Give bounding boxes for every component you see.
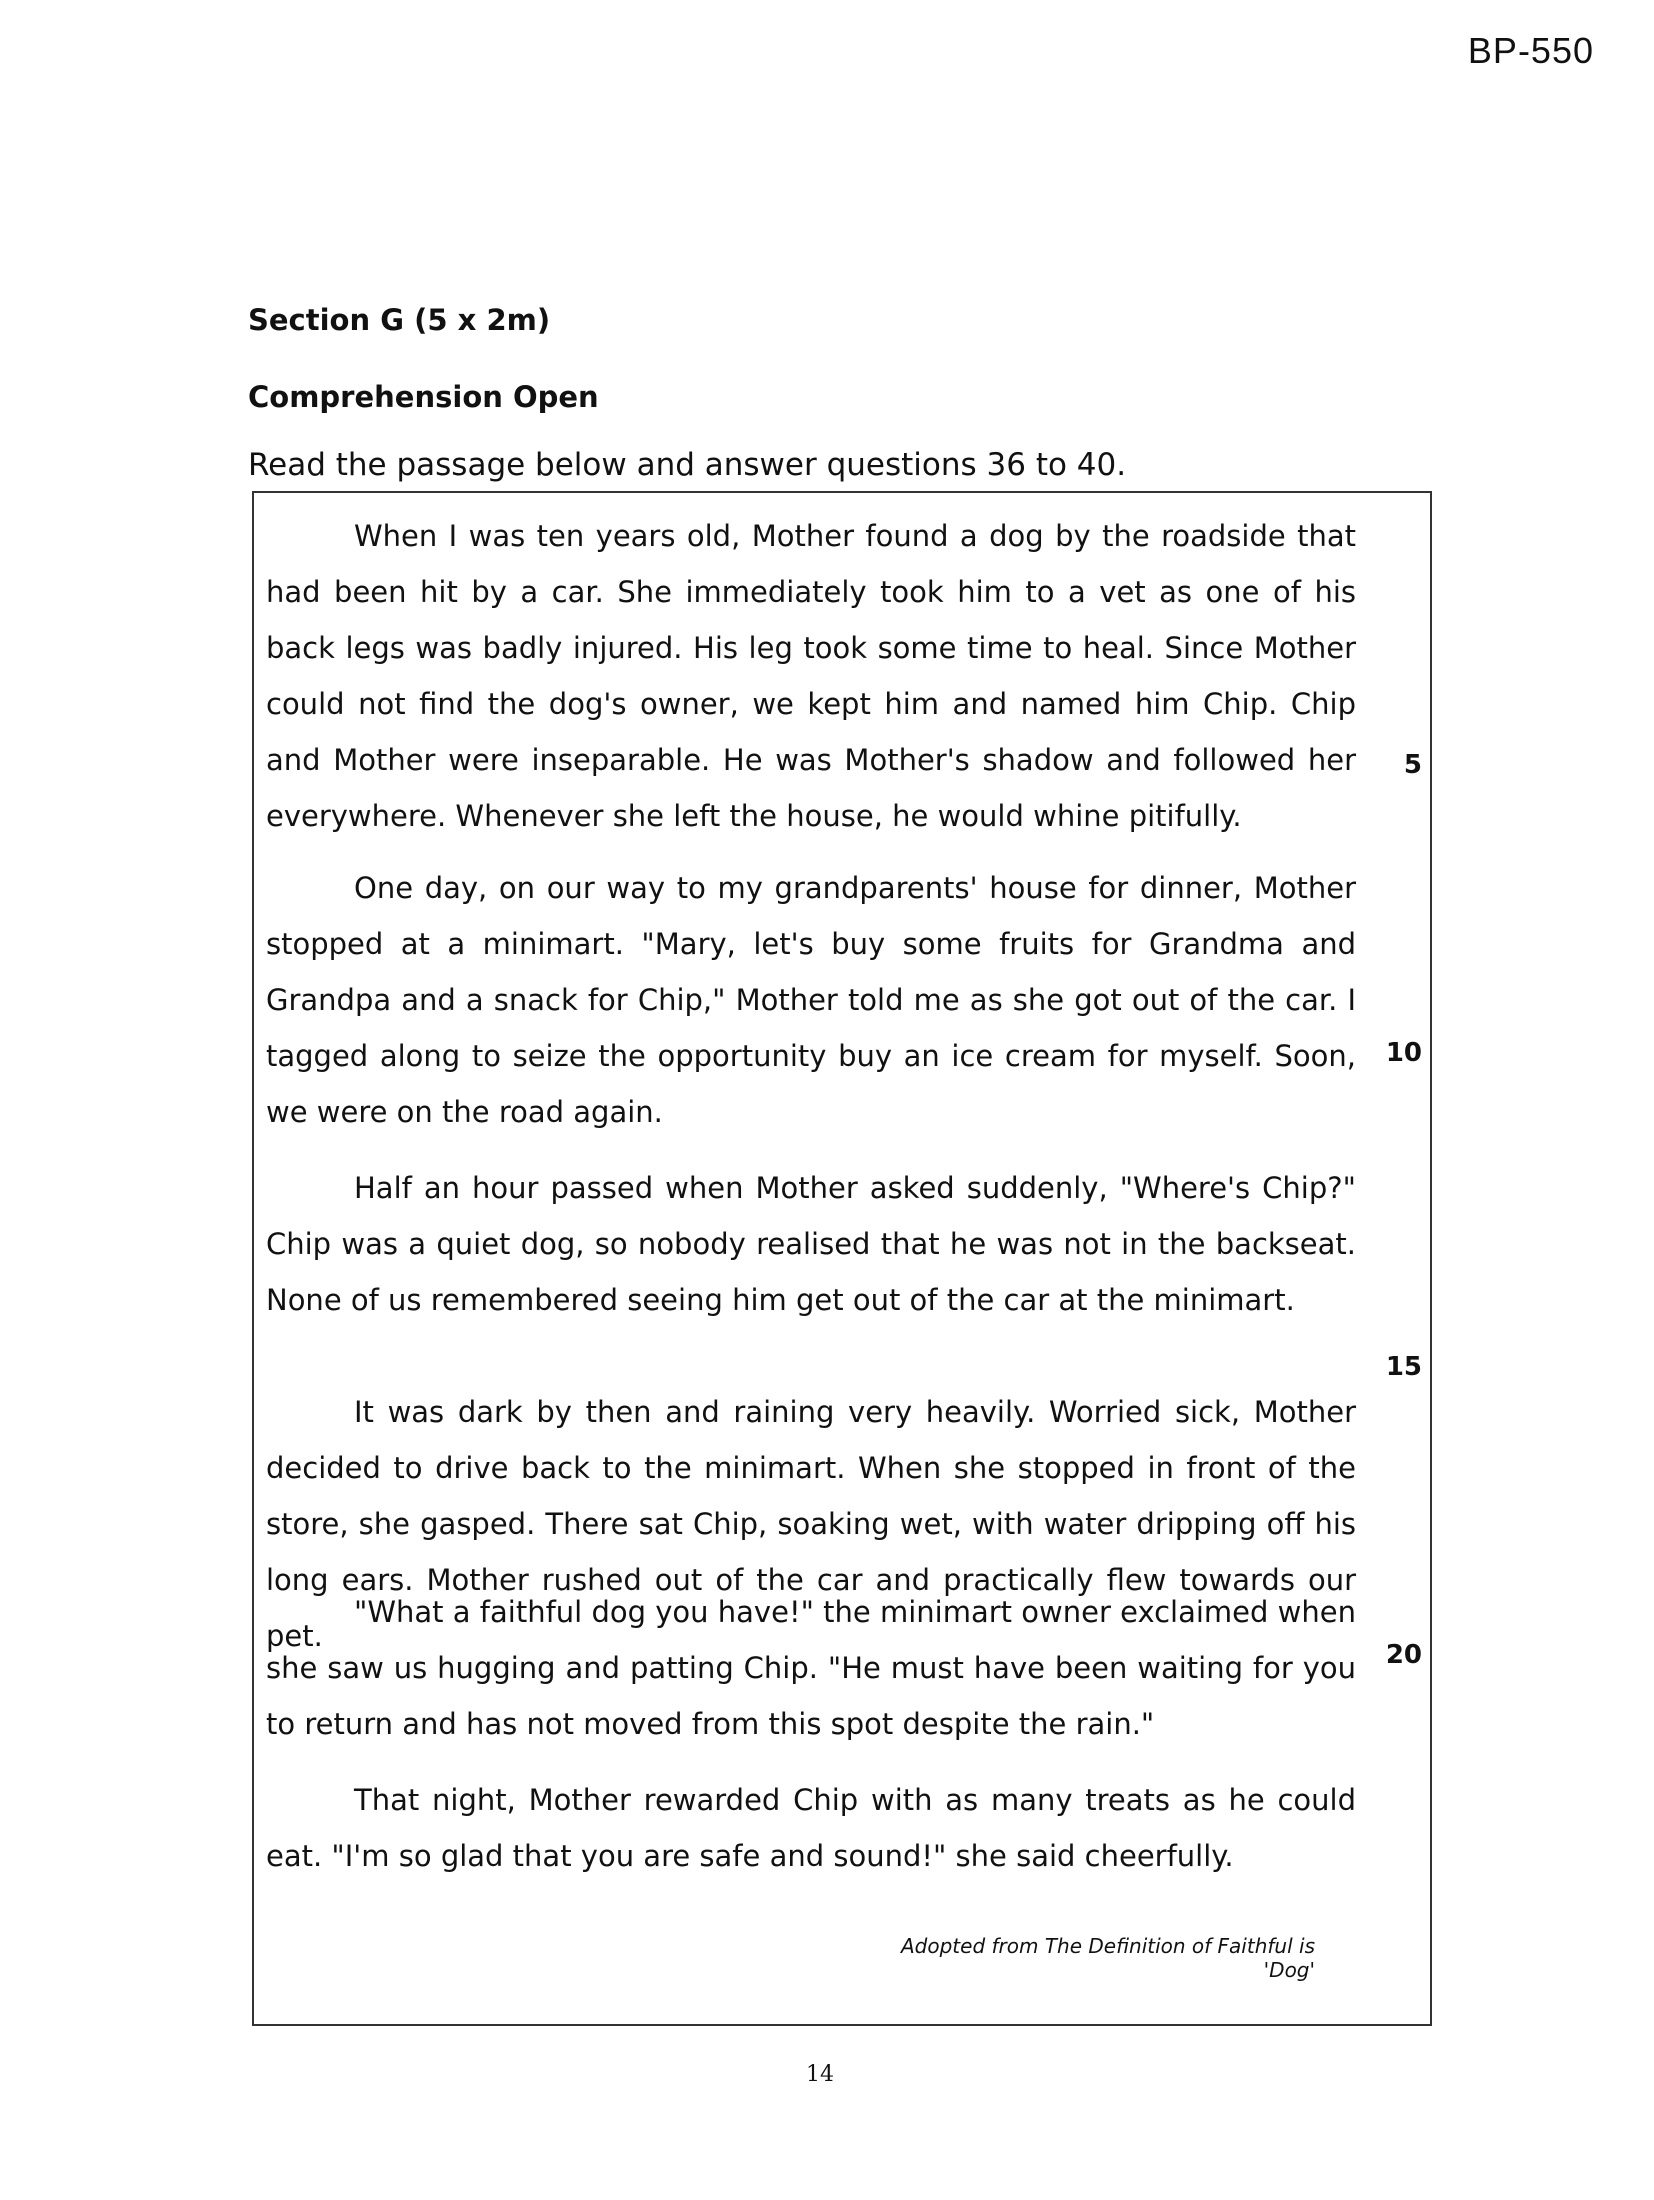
paragraph-text: "What a faithful dog you have!" the minimart owner exclaimed when she saw us hugging and patting Chip. "He must have been waiting for you to return and has not moved from this spot despite the rain." xyxy=(266,1595,1356,1741)
line-number-20: 20 xyxy=(1385,1640,1422,1670)
paragraph-text: It was dark by then and raining very heavily. Worried sick, Mother decided to drive back to the minimart. When she stopped in front of the store, she gasped. There sat Chip, soaking wet, with water dripping off his long ears. Mother rushed out of the car and practically flew towards our pet. xyxy=(266,1395,1356,1653)
paragraph-text: One day, on our way to my grandparents' house for dinner, Mother stopped at a minimart. "Mary, let's buy some fruits for Grandma and Grandpa and a snack for Chip," Mother told me as she got out of the car. I tagged along to seize the opportunity buy an ice cream for myself. Soon, we were on the road again. xyxy=(266,871,1356,1129)
passage-paragraph-5 xyxy=(266,1584,1356,1752)
passage-paragraph-1 xyxy=(266,508,1356,844)
paragraph-text: Half an hour passed when Mother asked suddenly, "Where's Chip?" Chip was a quiet dog, so nobody realised that he was not in the backseat. None of us remembered seeing him get out of the car at the minimart. xyxy=(266,1171,1356,1317)
line-number-5: 5 xyxy=(1403,750,1422,780)
passage-paragraph-6 xyxy=(266,1772,1356,1884)
document-code: BP-550 xyxy=(1467,30,1594,71)
passage-paragraph-3 xyxy=(266,1160,1356,1328)
line-number-15: 15 xyxy=(1385,1352,1422,1382)
section-heading: Section G (5 x 2m) xyxy=(248,303,551,337)
line-number-10: 10 xyxy=(1385,1038,1422,1068)
passage-source-credit: Adopted from The Definition of Faithful is 'Dog' xyxy=(900,1934,1315,1982)
paragraph-text: When I was ten years old, Mother found a dog by the roadside that had been hit by a car. She immediately took him to a vet as one of his back legs was badly injured. His leg took some time to heal. Since Mother could not find the dog's owner, we kept him and named him Chip. Chip and Mother were inseparable. He was Mother's shadow and followed her everywhere. Whenever she left the house, he would whine pitifully. xyxy=(266,519,1356,833)
instruction-text: Read the passage below and answer questions 36 to 40. xyxy=(248,447,1127,483)
section-subheading: Comprehension Open xyxy=(248,380,599,414)
passage-paragraph-2 xyxy=(266,860,1356,1140)
page-number: 14 xyxy=(806,2062,834,2087)
paragraph-text: That night, Mother rewarded Chip with as many treats as he could eat. "I'm so glad that you are safe and sound!" she said cheerfully. xyxy=(266,1783,1356,1873)
